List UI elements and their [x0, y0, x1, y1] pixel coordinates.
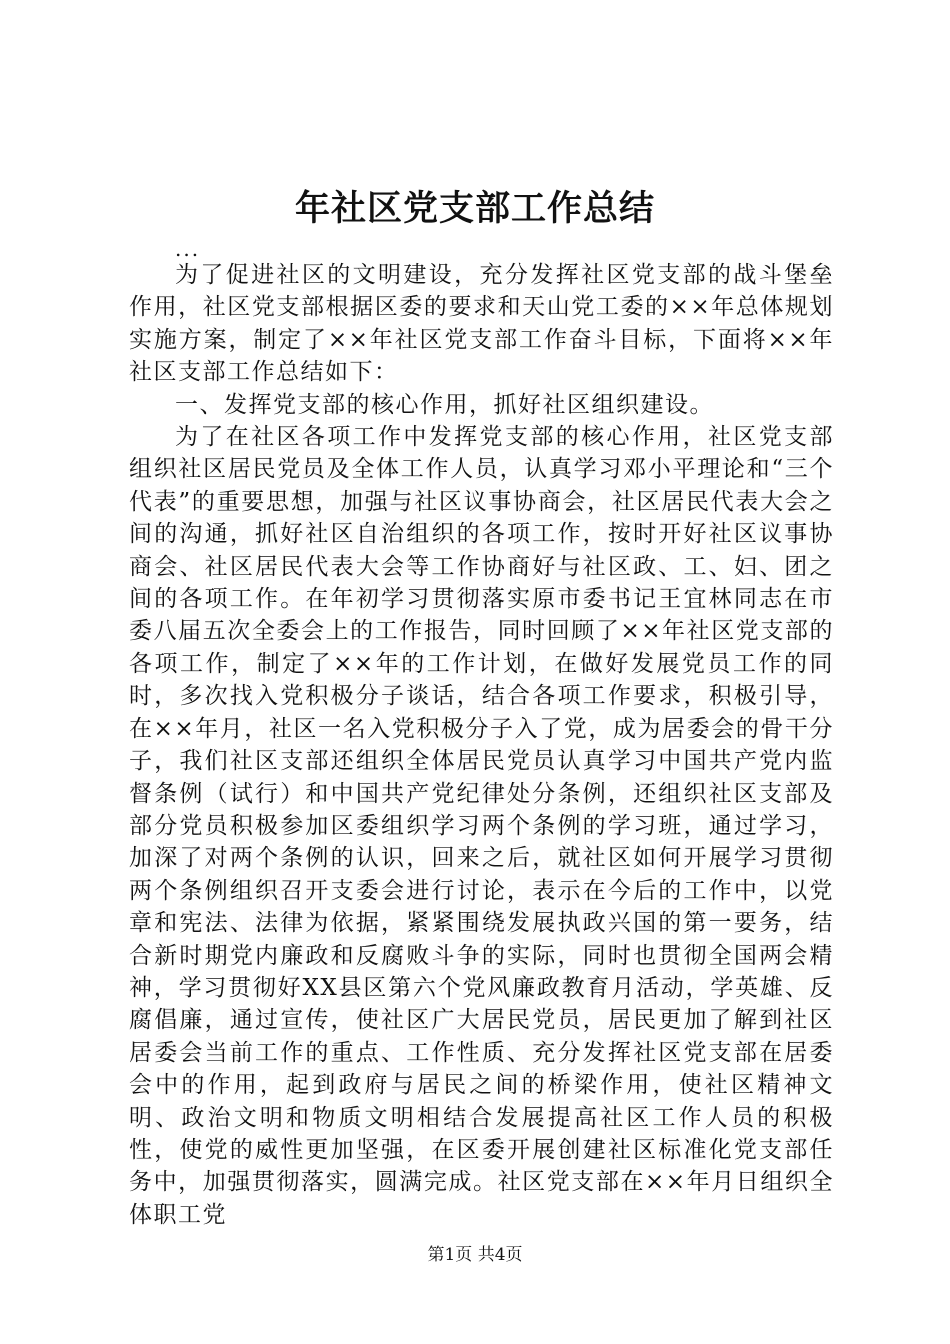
intro-paragraph: 为了促进社区的文明建设，充分发挥社区党支部的战斗堡垒作用，社区党支部根据区委的要求和天山党工委的××年总体规划实施方案，制定了××年社区党支部工作奋斗目标，下面将××年社区支部工作总结如下：	[129, 262, 834, 386]
document-body	[129, 239, 834, 1231]
body-paragraph: 为了在社区各项工作中发挥党支部的核心作用，社区党支部组织社区居民党员及全体工作人员，认真学习邓小平理论和“三个代表”的重要思想，加强与社区议事协商会，社区居民代表大会之间的沟通，抓好社区自治组织的各项工作，按时开好社区议事协商会、社区居民代表大会等工作协商好与社区政、工、妇、团之间的各项工作。在年初学习贯彻落实原市委书记王宜林同志在市委八届五次全委会上的工作报告，同时回顾了××年社区党支部的各项工作，制定了××年的工作计划，在做好发展党员工作的同时，多次找入党积极分子谈话，结合各项工作要求，积极引导，在××年月，社区一名入党积极分子入了党，成为居委会的骨干分子，我们社区支部还组织全体居民党员认真学习中国共产党内监督条例（试行）和中国共产党纪律处分条例，还组织社区支部及部分党员积极参加区委组织学习两个条例的学习班，通过学习，加深了对两个条例的认识，回来之后，就社区如何开展学习贯彻两个条例组织召开支委会进行讨论，表示在今后的工作中，以党章和宪法、法律为依据，紧紧围绕发展执政兴国的第一要务，结合新时期党内廉政和反腐败斗争的实际，同时也贯彻全国两会精神，学习贯彻好XX县区第六个党风廉政教育月活动，学英雄、反腐倡廉，通过宣传，使社区广大居民党员，居民更加了解到社区居委会当前工作的重点、工作性质、充分发挥社区党支部在居委会中的作用，起到政府与居民之间的桥梁作用，使社区精神文明、政治文明和物质文明相结合发展提高社区工作人员的积极性，使党的威性更加坚强，在区委开展创建社区标准化党支部任务中，加强贯彻落实，圆满完成。社区党支部在××年月日组织全体职工党	[129, 424, 834, 1228]
ellipsis-marker: ...	[175, 237, 201, 261]
page-number-footer: 第1页 共4页	[427, 1245, 523, 1265]
document-title: 年社区党支部工作总结	[294, 188, 655, 229]
section-heading: 一、发挥党支部的核心作用，抓好社区组织建设。	[175, 391, 714, 418]
